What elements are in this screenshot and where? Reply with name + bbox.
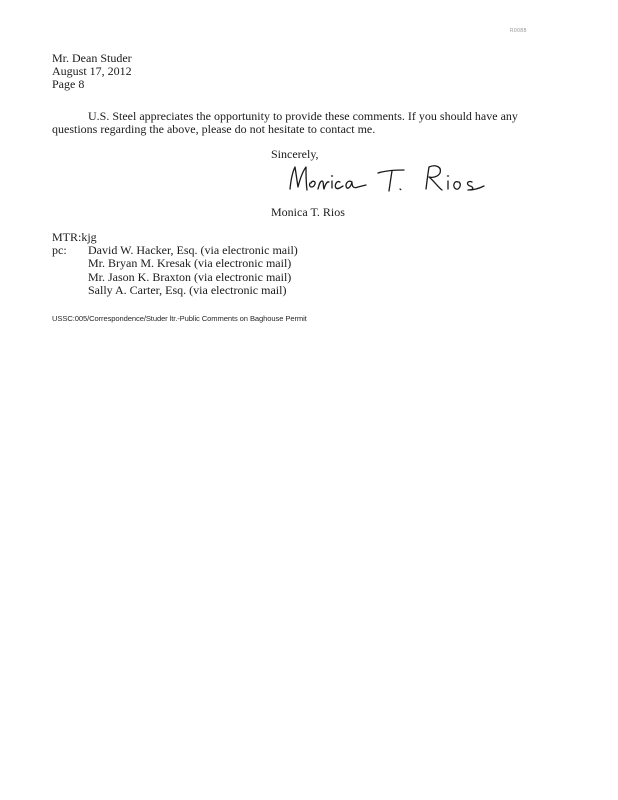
document-file-path: USSC:005/Correspondence/Studer ltr.-Public Comments on Baghouse Permit [52, 314, 307, 323]
signer-name: Monica T. Rios [271, 205, 345, 219]
handwritten-signature [286, 159, 486, 201]
pc-recipient: Sally A. Carter, Esq. (via electronic mail) [88, 282, 287, 297]
pc-recipient: Mr. Bryan M. Kresak (via electronic mail) [88, 256, 292, 271]
letter-header [52, 52, 132, 91]
letter-date: August 17, 2012 [52, 64, 132, 78]
body-text: U.S. Steel appreciates the opportunity to provide these comments. If you should have any questions regarding the above, please do not hesitate to contact me. [52, 109, 518, 136]
typist-initials: MTR:kjg [52, 230, 97, 244]
bates-stamp: R0088 [510, 28, 527, 34]
closing: Sincerely, [271, 147, 319, 161]
pc-label: pc: [52, 243, 67, 257]
pc-recipient: David W. Hacker, Esq. (via electronic mail) [88, 243, 298, 257]
pc-recipient: Mr. Jason K. Braxton (via electronic mail) [88, 269, 292, 284]
page-number: Page 8 [52, 77, 85, 91]
body-paragraph [52, 110, 532, 136]
pc-recipient-list [88, 244, 298, 297]
recipient-name: Mr. Dean Studer [52, 51, 132, 65]
